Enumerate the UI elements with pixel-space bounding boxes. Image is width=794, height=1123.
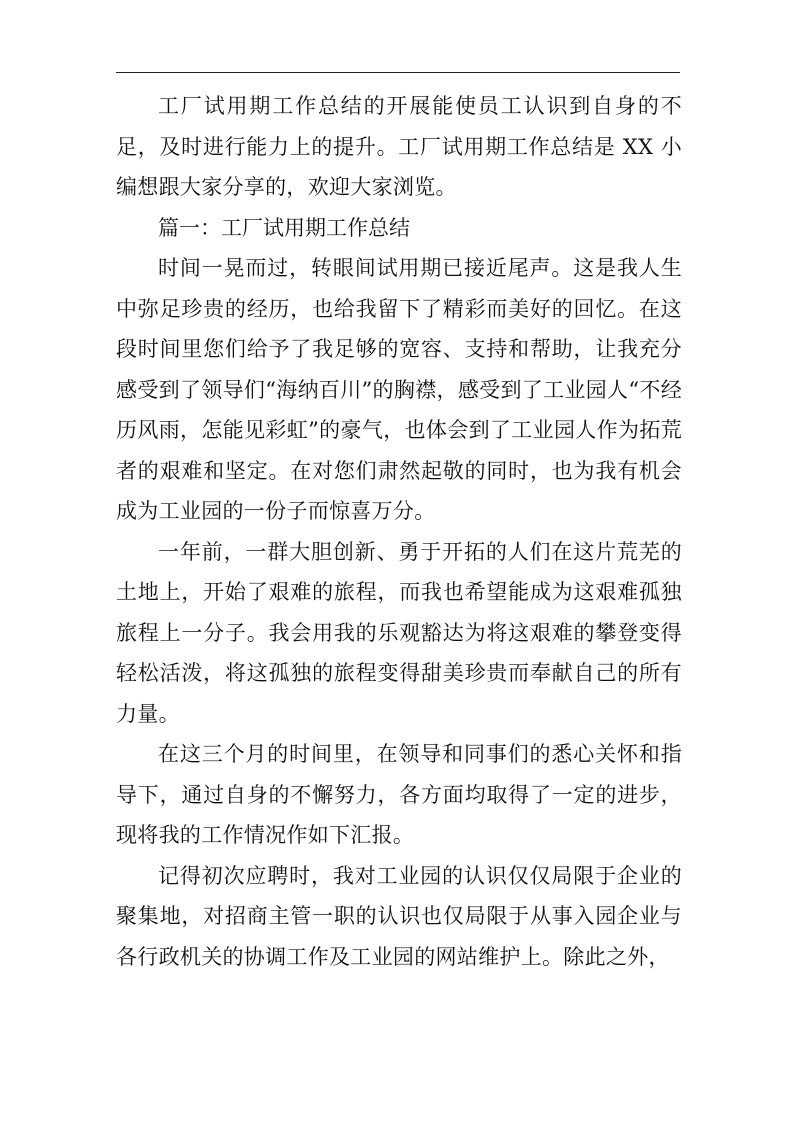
body-paragraph: 一年前，一群大胆创新、勇于开拓的人们在这片荒芜的土地上，开始了艰难的旅程，而我也希望能成为这艰难孤独旅程上一分子。我会用我的乐观豁达为将这艰难的攀登变得轻松活泼，将这孤独的旅程变得甜美珍贵而奉献自己的所有力量。 [116,539,682,726]
section-heading: 篇一：工厂试用期工作总结 [158,215,410,240]
body-paragraph: 记得初次应聘时，我对工业园的认识仅仅局限于企业的聚集地，对招商主管一职的认识也仅局限于从事入园企业与各行政机关的协调工作及工业园的网站维护上。除此之外， [116,863,682,969]
intro-paragraph: 工厂试用期工作总结的开展能使员工认识到自身的不足，及时进行能力上的提升。工厂试用期工作总结是 XX 小编想跟大家分享的，欢迎大家浏览。 [116,94,682,199]
body-paragraph: 时间一晃而过，转眼间试用期已接近尾声。这是我人生中弥足珍贵的经历，也给我留下了精彩而美好的回忆。在这段时间里您们给予了我足够的宽容、支持和帮助，让我充分感受到了领导们“海纳百川”的胸襟，感受到了工业园人“不经历风雨，怎能见彩虹”的豪气，也体会到了工业园人作为拓荒者的艰难和坚定。在对您们肃然起敬的同时，也为我有机会成为工业园的一份子而惊喜万分。 [116,256,682,523]
header-rule [116,72,680,73]
body-paragraph: 在这三个月的时间里，在领导和同事们的悉心关怀和指导下，通过自身的不懈努力，各方面均取得了一定的进步，现将我的工作情况作如下汇报。 [116,742,682,847]
document-body [116,86,682,977]
